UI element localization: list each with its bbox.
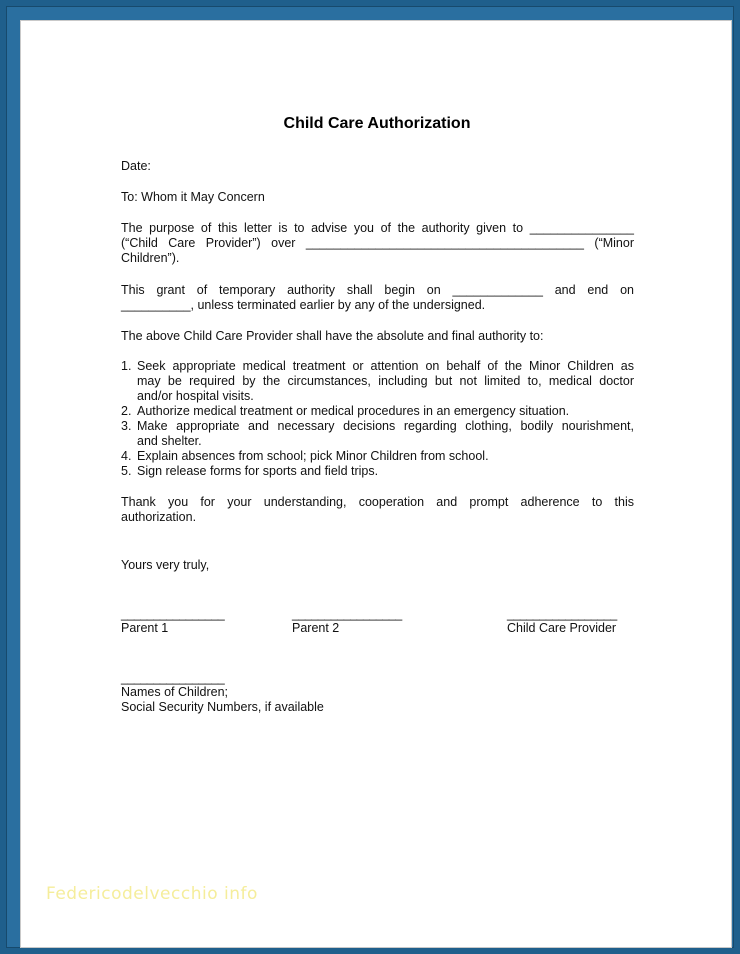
signature-label-parent-1: Parent 1: [121, 621, 169, 635]
signature-line-parent-1: ________________: [121, 607, 225, 621]
list-number: 3.: [121, 419, 132, 433]
signature-line-parent-2: _________________: [292, 607, 402, 621]
list-item-1-line-2: may be required by the circumstances, including but not limited to, medical doctor: [137, 374, 634, 388]
list-item-1-line-1: Seek appropriate medical treatment or attention on behalf of the Minor Children as: [137, 359, 634, 373]
list-item-4-line-1: Explain absences from school; pick Minor Children from school.: [137, 449, 489, 463]
list-number: 1.: [121, 359, 132, 373]
thanks-line-2: authorization.: [121, 510, 197, 524]
document-page: [20, 20, 732, 948]
purpose-line-2: (“Child Care Provider”) over ________________________________________ (“Minor: [121, 236, 634, 250]
date-label: Date:: [121, 159, 151, 173]
signature-label-parent-2: Parent 2: [292, 621, 340, 635]
list-number: 2.: [121, 404, 132, 418]
list-item-5-line-1: Sign release forms for sports and field trips.: [137, 464, 379, 478]
purpose-line-1: The purpose of this letter is to advise you of the authority given to _______________: [121, 221, 634, 235]
list-number: 5.: [121, 464, 132, 478]
children-line: ________________: [121, 671, 225, 685]
authority-intro: The above Child Care Provider shall have the absolute and final authority to:: [121, 329, 544, 343]
list-item-3-line-2: and shelter.: [137, 434, 202, 448]
thanks-line-1: Thank you for your understanding, cooperation and prompt adherence to this: [121, 495, 634, 509]
list-number: 4.: [121, 449, 132, 463]
document-title: Child Care Authorization: [283, 115, 471, 132]
page-frame: [6, 6, 734, 948]
to-line: To: Whom it May Concern: [121, 190, 265, 204]
grant-line-2: __________, unless terminated earlier by any of the undersigned.: [121, 298, 486, 312]
list-item-1-line-3: and/or hospital visits.: [137, 389, 254, 403]
watermark-text: Federicodelvecchio info: [46, 884, 258, 904]
signature-line-provider: _________________: [507, 607, 617, 621]
list-item-3-line-1: Make appropriate and necessary decisions regarding clothing, bodily nourishment,: [137, 419, 634, 433]
purpose-line-3: Children”).: [121, 251, 180, 265]
closing-text: Yours very truly,: [121, 558, 210, 572]
list-item-2-line-1: Authorize medical treatment or medical procedures in an emergency situation.: [137, 404, 570, 418]
ssn-label: Social Security Numbers, if available: [121, 700, 324, 714]
grant-line-1: This grant of temporary authority shall begin on _____________ and end on: [121, 283, 634, 297]
children-label: Names of Children;: [121, 685, 228, 699]
signature-label-provider: Child Care Provider: [507, 621, 617, 635]
